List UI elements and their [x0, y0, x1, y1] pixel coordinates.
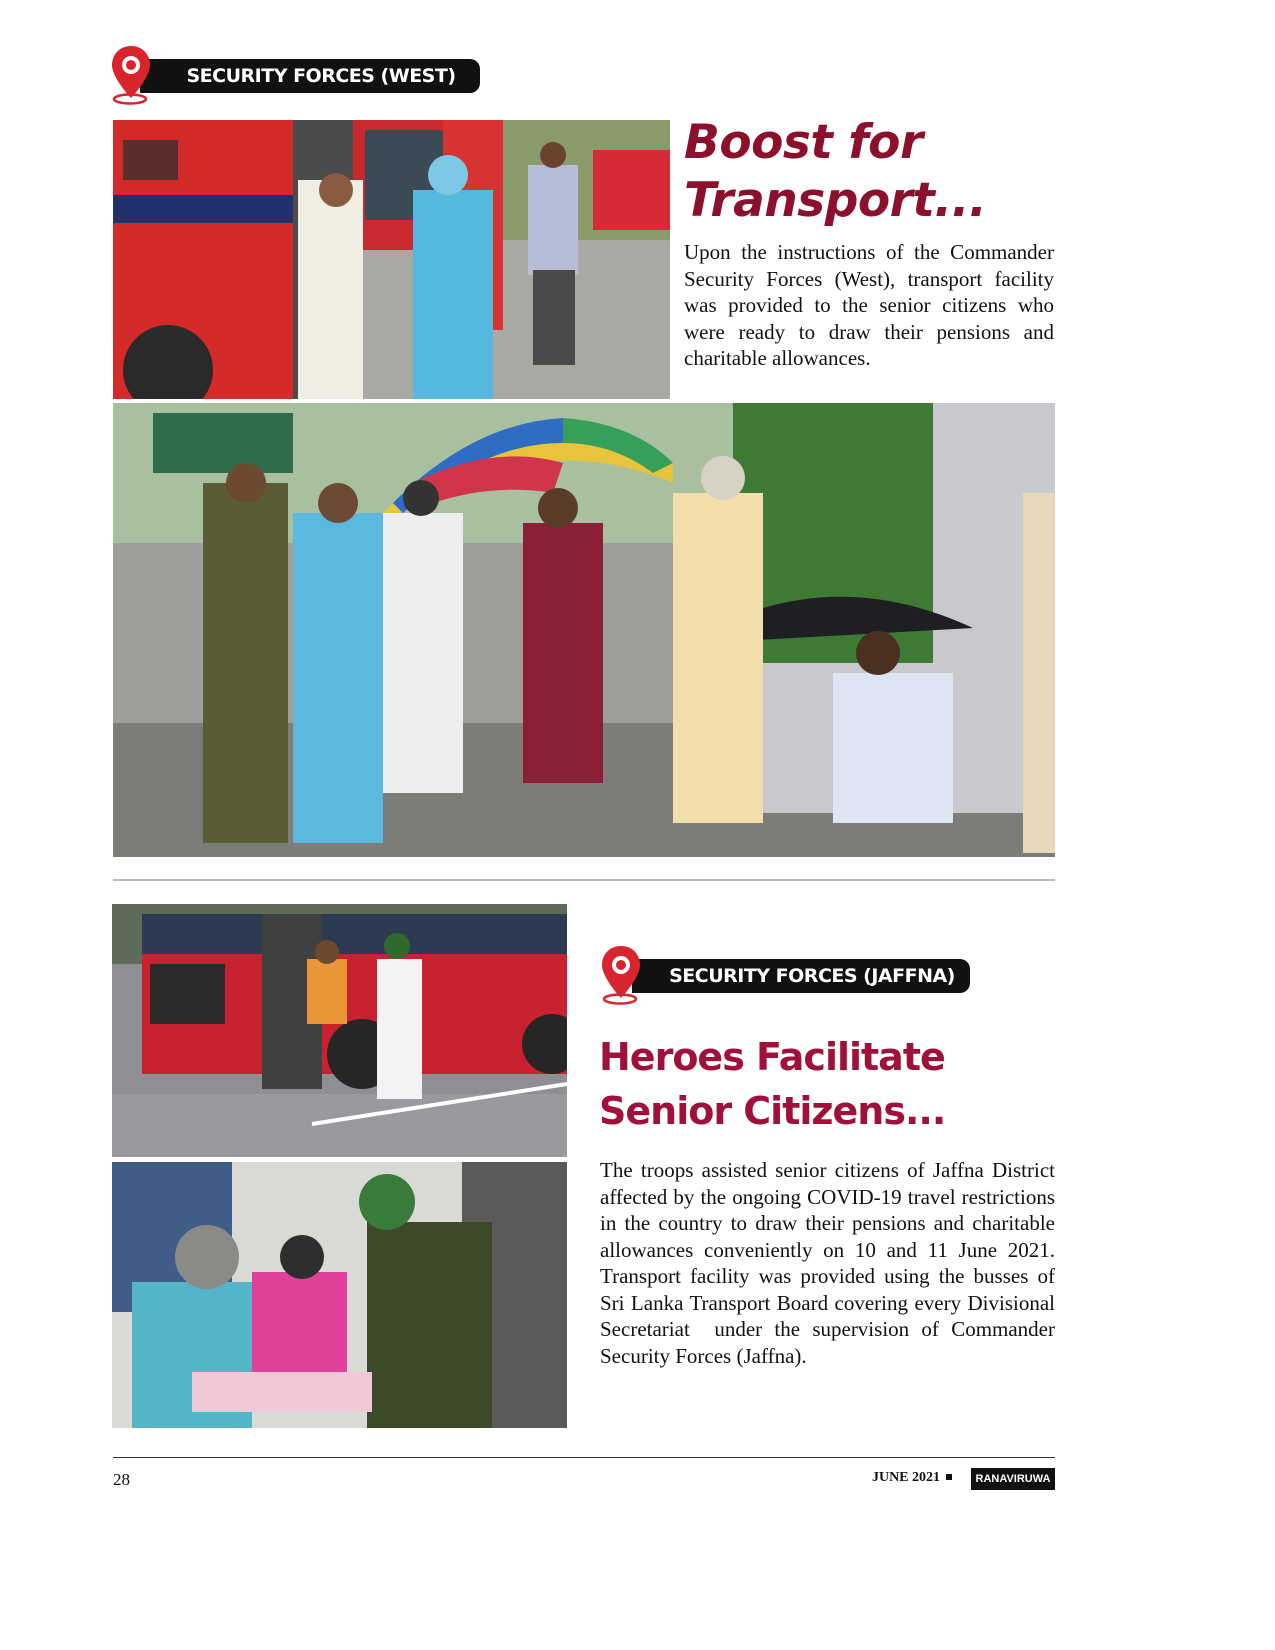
location-pin-icon: [108, 44, 154, 106]
title-line-1: Heroes Facilitate: [599, 1035, 945, 1079]
location-pin-icon: [598, 944, 644, 1006]
section-tag-label: SECURITY FORCES (JAFFNA): [669, 965, 955, 987]
article-title-jaffna: [599, 1030, 1055, 1138]
photo-bus-boarding: [113, 120, 670, 399]
issue-month: JUNE 2021: [872, 1470, 941, 1485]
photo-red-bus: [112, 904, 567, 1157]
title-line-2: Senior Citizens...: [599, 1089, 946, 1133]
section-tag-west: [140, 59, 480, 93]
article-body-jaffna: The troops assisted senior citizens of Jaffna District affected by the ongoing COVID-19 travel restrictions in the country to draw their pensions and charitable allowances conveniently on 10 and 11 June 2021. Transport facility was provided using the busses of Sri Lanka Transport Board covering every Divisional Secretariat under the supervision of Commander Security Forces (Jaffna).: [600, 1158, 1061, 1368]
article-title-west: [684, 114, 1064, 230]
section-tag-jaffna: [632, 959, 970, 993]
section-divider: [113, 879, 1055, 881]
section-tag-label: SECURITY FORCES (WEST): [186, 65, 456, 87]
title-line-2: Transport...: [684, 173, 987, 228]
article-body-west: Upon the instructions of the Commander Security Forces (West), transport facility was provided to the senior citizens who were ready to draw their pensions and charitable allowances.: [684, 240, 1054, 370]
magazine-name-badge: RANAVIRUWA: [971, 1468, 1055, 1490]
photo-umbrella-crowd: [113, 403, 1055, 857]
photo-pension-counter: [112, 1162, 567, 1428]
footer-rule: [113, 1457, 1055, 1458]
page-number: 28: [113, 1470, 130, 1489]
bullet-square-icon: [946, 1474, 952, 1480]
title-line-1: Boost for: [684, 115, 923, 170]
